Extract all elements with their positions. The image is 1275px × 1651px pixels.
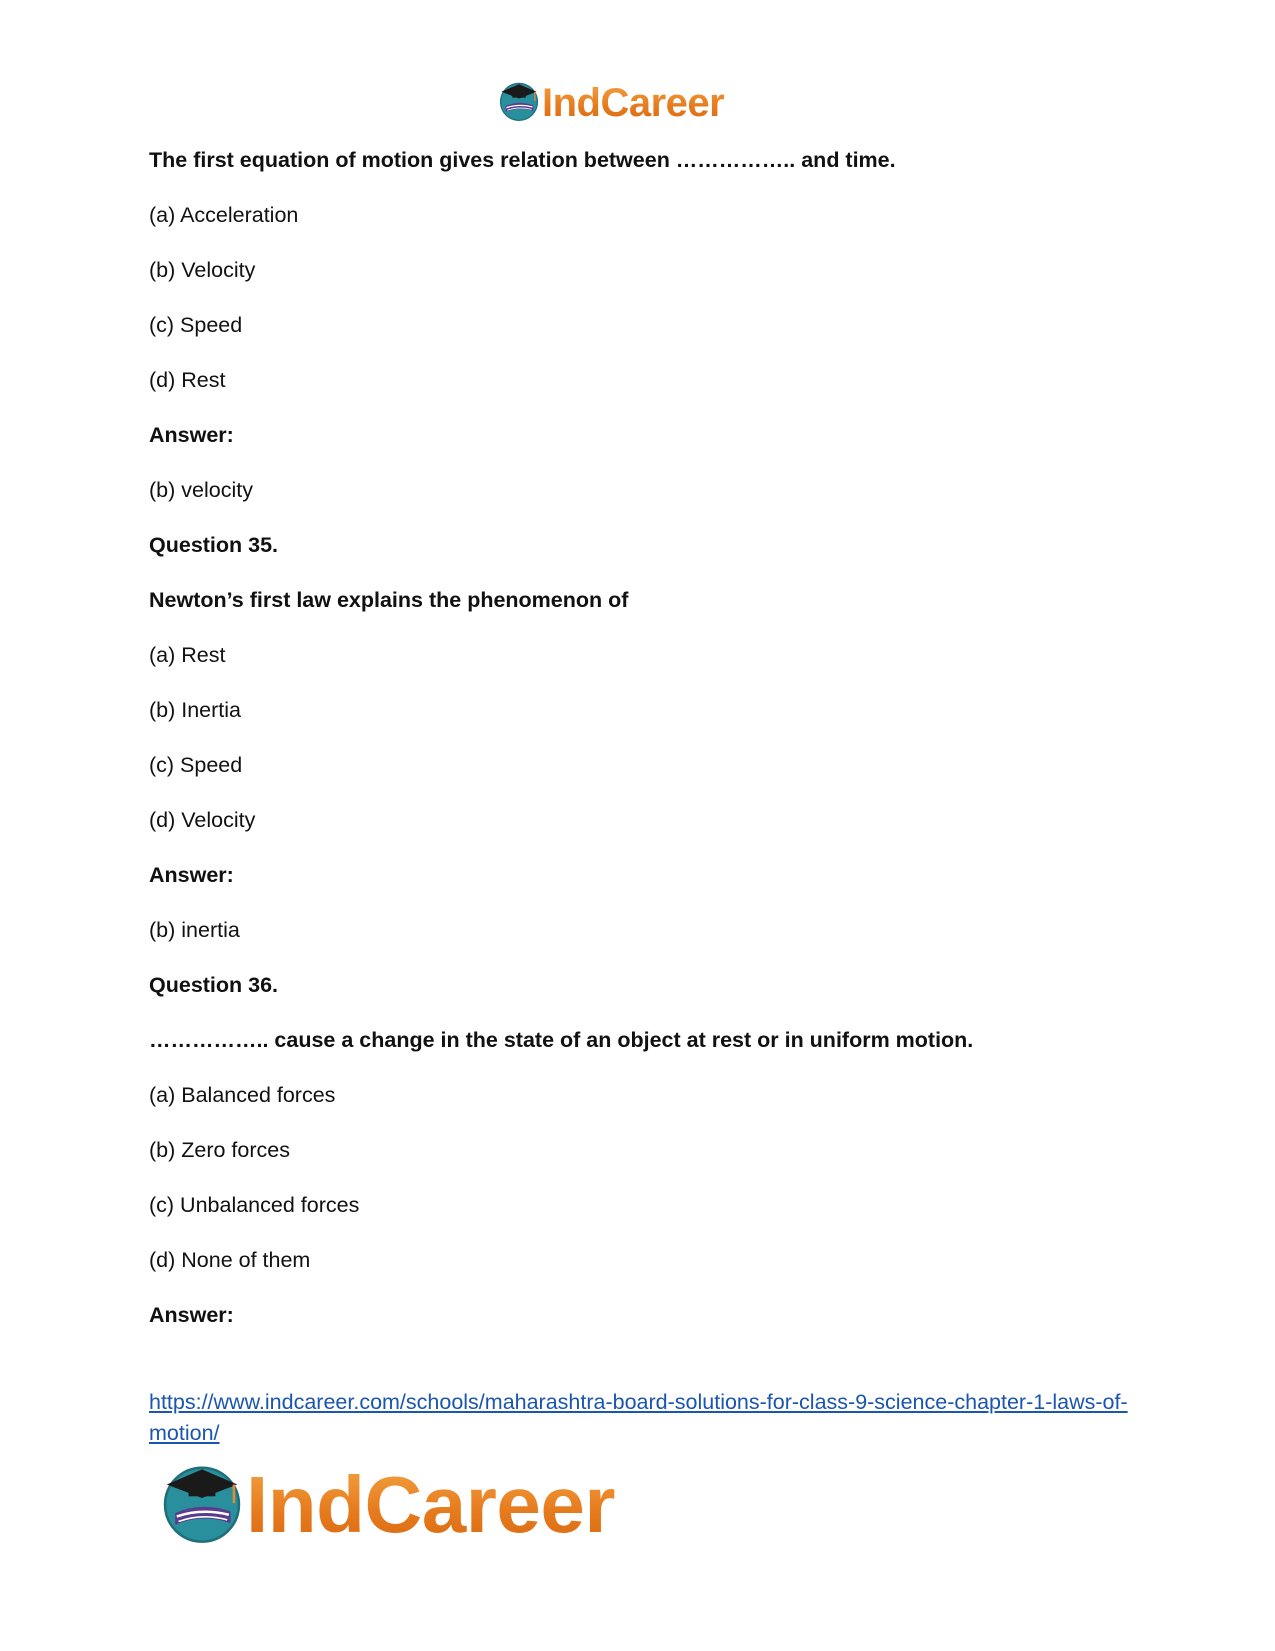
- option-item: (b) inertia: [149, 918, 240, 942]
- option-item: (a) Balanced forces: [149, 1083, 336, 1107]
- graduation-book-globe-icon: [498, 80, 542, 127]
- question-text: Newton’s first law explains the phenomenon of: [149, 588, 629, 612]
- option-item: (c) Speed: [149, 313, 243, 337]
- option-item: (a) Rest: [149, 643, 226, 667]
- question-number: Question 35.: [149, 533, 279, 557]
- header-logo: [498, 80, 724, 126]
- option-item: (d) Rest: [149, 368, 226, 392]
- option-item: (d) Velocity: [149, 808, 256, 832]
- option-item: (c) Unbalanced forces: [149, 1193, 360, 1217]
- source-link[interactable]: https://www.indcareer.com/schools/maharashtra-board-solutions-for-class-9-science-chapter-1-laws-of-motion/: [149, 1390, 1128, 1445]
- option-item: (d) None of them: [149, 1248, 311, 1272]
- question-number: Question 36.: [149, 973, 279, 997]
- answer-label: Answer:: [149, 863, 234, 887]
- document-body: [149, 146, 1129, 1356]
- graduation-book-globe-icon: [160, 1461, 246, 1550]
- option-item: (b) Velocity: [149, 258, 256, 282]
- brand-name: IndCareer: [542, 81, 725, 125]
- option-item: (a) Acceleration: [149, 203, 299, 227]
- option-item: (b) Inertia: [149, 698, 242, 722]
- answer-label: Answer:: [149, 1303, 234, 1327]
- question-text: …………….. cause a change in the state of an object at rest or in uniform motion.: [149, 1028, 974, 1052]
- footer-logo: [160, 1460, 615, 1550]
- option-item: (b) Zero forces: [149, 1138, 290, 1162]
- question-text: The first equation of motion gives relation between …………….. and time.: [149, 148, 896, 172]
- option-item: (c) Speed: [149, 753, 243, 777]
- brand-name: IndCareer: [246, 1460, 615, 1549]
- answer-label: Answer:: [149, 423, 234, 447]
- option-item: (b) velocity: [149, 478, 253, 502]
